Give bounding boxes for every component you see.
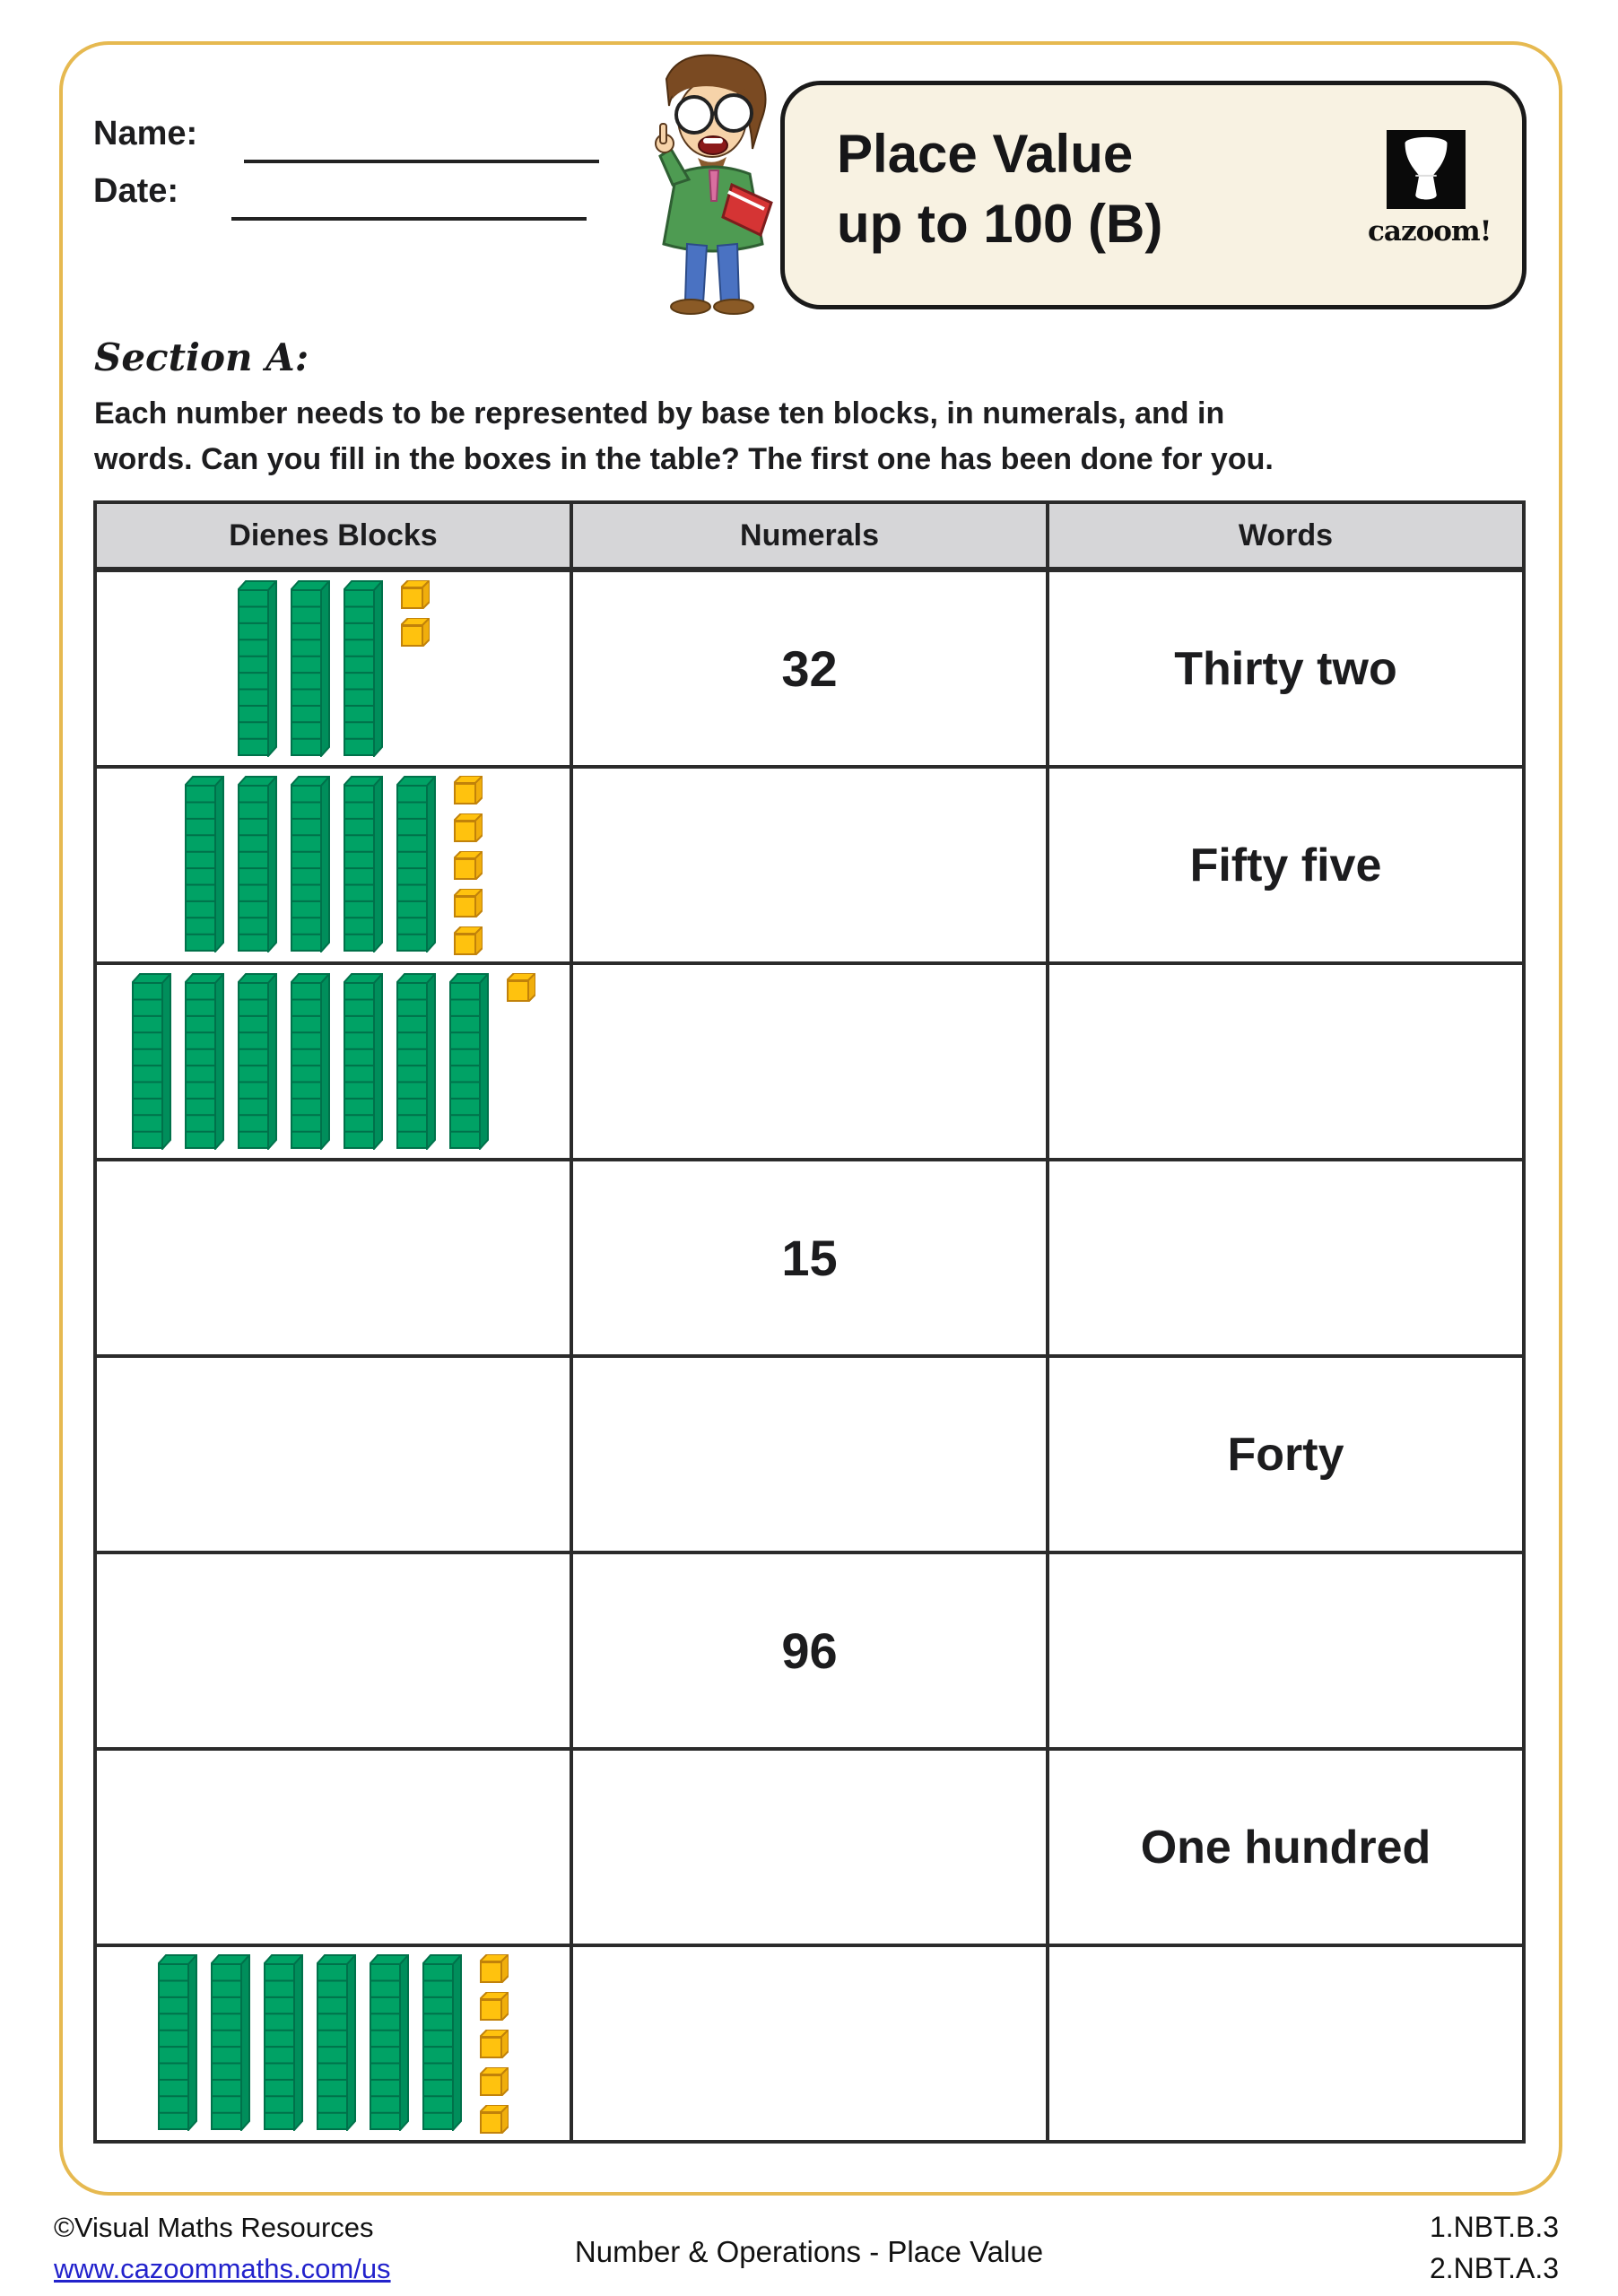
dienes-cube-icon <box>480 1992 509 2021</box>
table-row <box>95 1356 1524 1552</box>
tens-rods <box>238 580 383 757</box>
table-row <box>95 1749 1524 1945</box>
col-header-dienes-blocks: Dienes Blocks <box>95 502 571 570</box>
words-cell: Fifty five <box>1048 767 1524 963</box>
dienes-rod-icon <box>238 776 277 952</box>
dienes-cube-icon <box>401 580 430 609</box>
dienes-blocks-cell <box>95 1356 571 1552</box>
numeral-cell <box>571 1749 1048 1945</box>
dienes-blocks-group <box>98 776 569 955</box>
dienes-rod-icon <box>185 973 224 1150</box>
dienes-rod-icon <box>185 776 224 952</box>
dienes-cube-icon <box>401 618 430 647</box>
instructions <box>94 391 1529 483</box>
instructions-line-2: words. Can you fill in the boxes in the table? The first one has been done for you. <box>94 442 1274 476</box>
dienes-cube-icon <box>454 926 483 955</box>
tens-rods <box>158 1954 462 2131</box>
title-box <box>780 81 1527 309</box>
table-row <box>95 1945 1524 2142</box>
dienes-rod-icon <box>291 776 330 952</box>
words-cell <box>1048 1945 1524 2142</box>
col-header-words: Words <box>1048 502 1524 570</box>
dienes-cube-icon <box>507 973 535 1002</box>
dienes-rod-icon <box>396 776 436 952</box>
ones-cubes <box>401 580 430 647</box>
dienes-blocks-group <box>98 973 569 1150</box>
title-line-1: Place Value <box>837 124 1134 184</box>
dienes-rod-icon <box>344 580 383 757</box>
instructions-line-1: Each number needs to be represented by base ten blocks, in numerals, and in <box>94 396 1225 430</box>
date-write-line <box>231 217 587 221</box>
dienes-cube-icon <box>480 2067 509 2096</box>
copyright-text: ©Visual Maths Resources <box>54 2212 374 2243</box>
words-cell <box>1048 963 1524 1160</box>
tens-rods <box>132 973 489 1150</box>
dienes-rod-icon <box>132 973 171 1150</box>
dienes-rod-icon <box>344 776 383 952</box>
dienes-rod-icon <box>291 973 330 1150</box>
dienes-blocks-group <box>98 580 569 757</box>
footer-standards <box>1430 2206 1559 2290</box>
numeral-cell <box>571 767 1048 963</box>
date-label: Date: <box>93 172 179 210</box>
dienes-cube-icon <box>480 2030 509 2058</box>
dienes-cube-icon <box>480 2105 509 2134</box>
dienes-blocks-cell <box>95 767 571 963</box>
title-line-2: up to 100 (B) <box>837 194 1163 254</box>
table-row <box>95 1552 1524 1749</box>
standard-code-2: 2.NBT.A.3 <box>1429 2252 1559 2285</box>
table-row <box>95 963 1524 1160</box>
dienes-rod-icon <box>264 1954 303 2131</box>
dienes-rod-icon <box>370 1954 409 2131</box>
ones-cubes <box>507 973 535 1002</box>
words-cell: Forty <box>1048 1356 1524 1552</box>
numeral-cell <box>571 1356 1048 1552</box>
cazoom-logo-text: cazoom! <box>1368 215 1492 248</box>
footer-topic: Number & Operations - Place Value <box>574 2235 1044 2268</box>
dienes-rod-icon <box>211 1954 250 2131</box>
dienes-rod-icon <box>238 973 277 1150</box>
ones-cubes <box>454 776 483 955</box>
dienes-cube-icon <box>454 813 483 842</box>
dienes-blocks-cell <box>95 1749 571 1945</box>
dienes-blocks-cell <box>95 1160 571 1356</box>
words-cell <box>1048 1552 1524 1749</box>
words-cell: Thirty two <box>1048 570 1524 767</box>
section-heading: Section A: <box>94 335 309 379</box>
dienes-cube-icon <box>454 851 483 880</box>
table-row <box>95 570 1524 767</box>
numeral-cell: 32 <box>571 570 1048 767</box>
dienes-blocks-cell <box>95 1552 571 1749</box>
cazoom-logo <box>1368 130 1492 248</box>
dienes-blocks-cell <box>95 570 571 767</box>
dienes-blocks-cell <box>95 963 571 1160</box>
dienes-rod-icon <box>158 1954 197 2131</box>
dienes-cube-icon <box>454 776 483 804</box>
numeral-cell <box>571 1945 1048 2142</box>
dienes-blocks-group <box>98 1954 569 2134</box>
dienes-rod-icon <box>291 580 330 757</box>
dienes-cube-icon <box>480 1954 509 1983</box>
words-cell <box>1048 1160 1524 1356</box>
numeral-cell <box>571 963 1048 1160</box>
numeral-cell: 15 <box>571 1160 1048 1356</box>
dienes-rod-icon <box>396 973 436 1150</box>
website-link[interactable]: www.cazoommaths.com/us <box>54 2253 391 2284</box>
ones-cubes <box>480 1954 509 2134</box>
dienes-rod-icon <box>238 580 277 757</box>
place-value-table <box>93 500 1526 2144</box>
words-cell: One hundred <box>1048 1749 1524 1945</box>
col-header-numerals: Numerals <box>571 502 1048 570</box>
tens-rods <box>185 776 436 952</box>
table-header-row <box>95 502 1524 570</box>
teacher-illustration <box>626 48 791 316</box>
dienes-cube-icon <box>454 889 483 918</box>
dienes-rod-icon <box>317 1954 356 2131</box>
dienes-blocks-cell <box>95 1945 571 2142</box>
dienes-rod-icon <box>344 973 383 1150</box>
name-write-line <box>244 160 599 163</box>
dienes-rod-icon <box>449 973 489 1150</box>
name-label: Name: <box>93 115 198 152</box>
worksheet-title <box>837 119 1162 259</box>
table-row <box>95 767 1524 963</box>
dienes-rod-icon <box>422 1954 462 2131</box>
cazoom-drum-icon <box>1387 130 1466 209</box>
table-row <box>95 1160 1524 1356</box>
standard-code-1: 1.NBT.B.3 <box>1429 2211 1559 2243</box>
numeral-cell: 96 <box>571 1552 1048 1749</box>
